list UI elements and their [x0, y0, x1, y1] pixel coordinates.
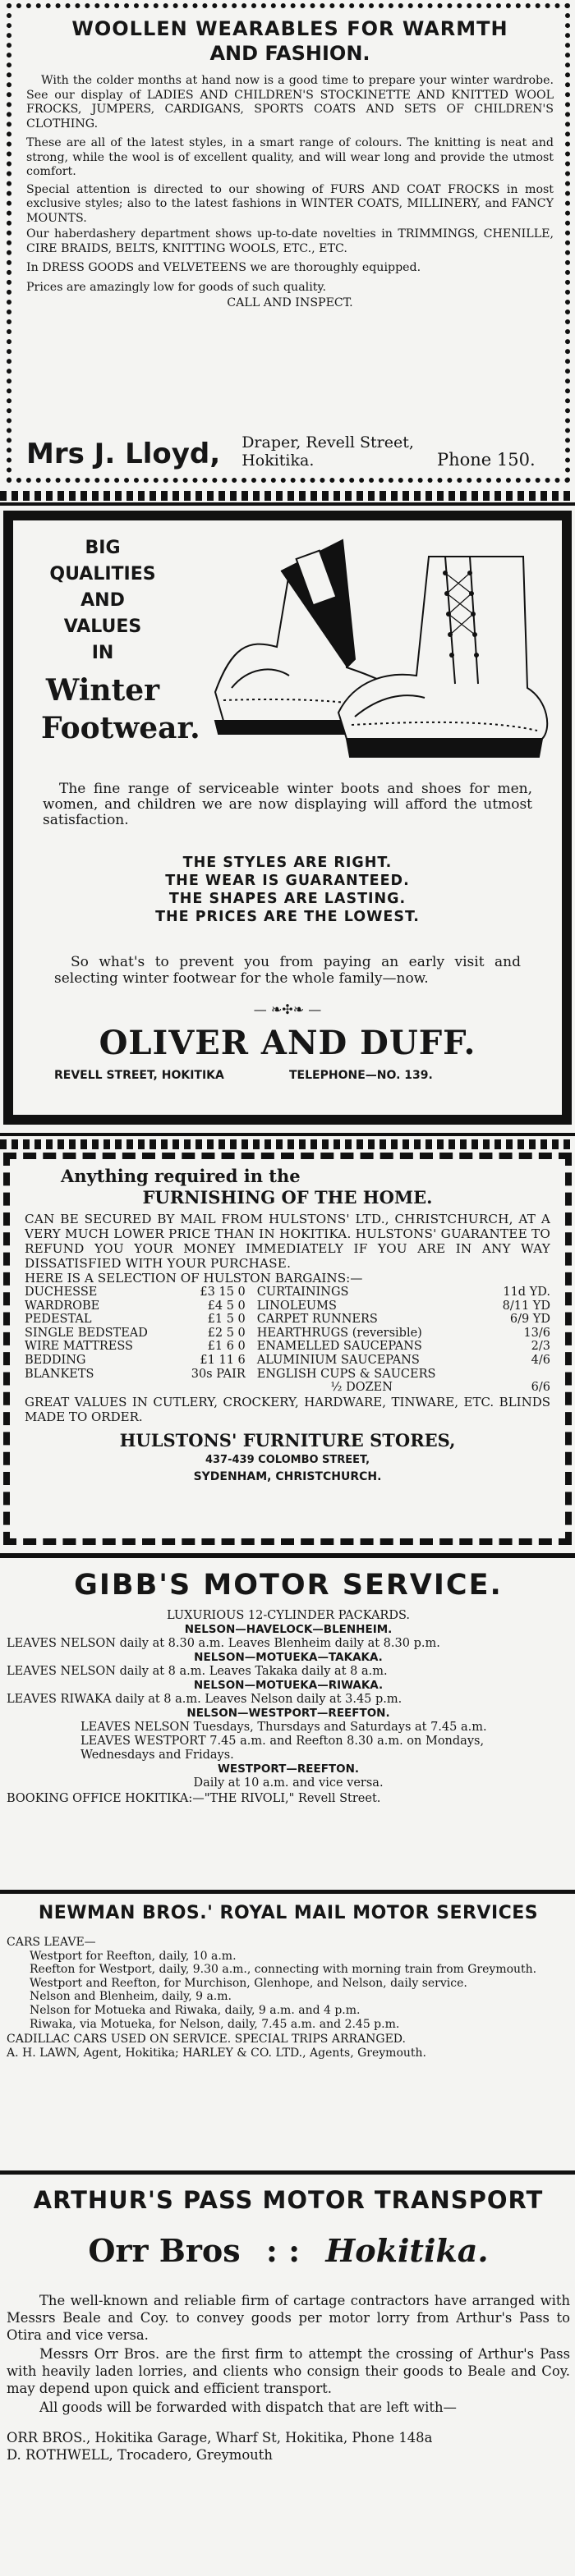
newman-ad [7, 1898, 570, 2162]
footwear-ad [3, 511, 572, 1125]
gibbs-line-5: Daily at 10 a.m. and vice versa. [193, 1776, 384, 1790]
claim-shapes: THE SHAPES ARE LASTING. [168, 891, 407, 907]
bargain-item-right: HEARTHRUGS (reversible) [256, 1326, 422, 1340]
bargain-item-left: SINGLE BEDSTEAD [25, 1326, 148, 1340]
gibbs-route-4: NELSON—WESTPORT—REEFTON. [186, 1707, 390, 1720]
newman-schedule [7, 1936, 570, 2060]
bargain-price-left: 30s PAIR [191, 1367, 246, 1381]
gibbs-title: GIBB'S MOTOR SERVICE. [74, 1569, 503, 1602]
footwear-tag-5: Footwear. [41, 711, 200, 745]
woollen-para-5: In DRESS GOODS and VELVETEENS we are thoroughly equipped. [26, 261, 421, 274]
bargain-item-left: BLANKETS [25, 1367, 94, 1381]
hulstons-address: 437-439 COLOMBO STREET, [205, 1453, 370, 1466]
arthurs-town: Hokitika. [325, 2232, 489, 2269]
newman-line: Westport for Reefton, daily, 10 a.m. [30, 1949, 237, 1963]
woollen-para-4: Our haberdashery department shows up-to-date novelties in TRIMMINGS, CHENILLE, CIRE BRAIDS, BELTS, KNITTING WOOLS, ETC., ETC. [26, 227, 554, 255]
bargain-row [25, 1286, 550, 1299]
woollen-headline-2: AND FASHION. [209, 42, 370, 65]
divider-rule-1 [0, 502, 575, 506]
woollen-para-2: These are all of the latest styles, in a smart range of colours. The knitting is neat and strong, while the wool is of excellent quality, and will wear long and provide the utmost comfort. [26, 136, 554, 178]
footwear-tag-3: IN [91, 643, 114, 663]
newman-line: Nelson and Blenheim, daily, 9 a.m. [30, 1990, 232, 2004]
woollen-signature [26, 433, 557, 470]
newman-line: Nelson for Motueka and Riwaka, daily, 9 a.m. and 4 p.m. [30, 2003, 361, 2017]
divider-rule-4 [0, 1890, 575, 1894]
newman-title: NEWMAN BROS.' ROYAL MAIL MOTOR SERVICES [38, 1903, 539, 1923]
arthurs-addr-2: D. ROTHWELL, Trocadero, Greymouth [7, 2447, 273, 2463]
hulstons-town: SYDENHAM, CHRISTCHURCH. [193, 1469, 382, 1483]
gibbs-route-2: NELSON—MOTUEKA—TAKAKA. [194, 1651, 383, 1664]
bargain-price-right: 13/6 [523, 1326, 550, 1340]
arthurs-body [7, 2292, 570, 2464]
bargain-price-left: £4 5 0 [207, 1299, 246, 1313]
hulstons-footer: GREAT VALUES IN CUTLERY, CROCKERY, HARDWARE, TINWARE, ETC. BLINDS MADE TO ORDER. [25, 1394, 550, 1424]
bargain-item-right: ½ DOZEN [330, 1381, 393, 1395]
footwear-intro: The fine range of serviceable winter boots and shoes for men, women, and children we are now displaying will afford the utmost satisfaction. [43, 781, 532, 828]
gibbs-line-2: LEAVES NELSON daily at 8 a.m. Leaves Takaka daily at 8 a.m. [7, 1665, 388, 1678]
ornament-divider-icon: — ❧✣❧ — [253, 1002, 322, 1017]
bargain-price-left: £1 5 0 [207, 1313, 246, 1327]
bargain-price-left: £1 11 6 [200, 1353, 246, 1367]
bargain-price-right: 8/11 YD [502, 1299, 550, 1313]
arthurs-para-3: All goods will be forwarded with dispatch that are left with— [39, 2400, 457, 2415]
arthurs-para-1: The well-known and reliable firm of cartage contractors have arranged with Messrs Beale and Coy. to convey goods per motor lorry from Arthur's Pass to Otira and vice versa. [7, 2293, 570, 2343]
footwear-claims [13, 854, 562, 926]
arthurs-firm: Orr Bros [88, 2232, 241, 2269]
gibbs-fleet: LUXURIOUS 12-CYLINDER PACKARDS. [167, 1609, 410, 1622]
bargain-item-right: LINOLEUMS [256, 1299, 337, 1313]
bargain-row [25, 1327, 550, 1341]
hulstons-bargain-table [25, 1286, 550, 1395]
bargain-price-left: £3 15 0 [200, 1286, 246, 1299]
gibbs-ad [7, 1563, 570, 1886]
footwear-telephone: TELEPHONE—NO. 139. [289, 1069, 433, 1082]
bargain-price-left: £1 6 0 [207, 1340, 246, 1354]
bargain-item-right: CURTAININGS [256, 1286, 349, 1299]
gibbs-route-1: NELSON—HAVELOCK—BLENHEIM. [184, 1623, 393, 1636]
bargain-item-left [25, 1381, 161, 1395]
boots-illustration [199, 524, 560, 770]
bargain-item-left: DUCHESSE [25, 1286, 98, 1299]
woollen-headline-1: WOOLLEN WEARABLES FOR WARMTH [71, 17, 508, 40]
footwear-tag-4: Winter [45, 673, 160, 708]
hulstons-selection: HERE IS A SELECTION OF HULSTON BARGAINS:— [25, 1271, 363, 1286]
footwear-address: REVELL STREET, HOKITIKA [54, 1069, 224, 1082]
newman-line: Riwaka, via Motueka, for Nelson, daily, 7.45 a.m. and 2.45 p.m. [30, 2017, 400, 2031]
woollen-para-6: Prices are amazingly low for goods of such quality. [26, 280, 327, 294]
arthurs-para-2: Messrs Orr Bros. are the first firm to attempt the crossing of Arthur's Pass with heavily laden lorries, and clients who consign their goods to Beale and Coy. may depend upon quick and efficient transport. [7, 2346, 570, 2396]
divider-checker-2 [0, 1139, 575, 1149]
claim-styles: THE STYLES ARE RIGHT. [182, 855, 393, 871]
gibbs-line-1: LEAVES NELSON daily at 8.30 a.m. Leaves Blenheim daily at 8.30 p.m. [7, 1637, 440, 1650]
bargain-price-right: 2/3 [531, 1340, 550, 1354]
bargain-row [25, 1381, 550, 1395]
woollen-town: Hokitika. [242, 451, 315, 470]
bargain-price-left [161, 1381, 245, 1395]
hulstons-ad [3, 1153, 572, 1545]
gibbs-route-5: WESTPORT—REEFTON. [217, 1762, 360, 1776]
hulstons-firm: HULSTONS' FURNITURE STORES, [119, 1429, 456, 1451]
bargain-item-left: WIRE MATTRESS [25, 1340, 133, 1354]
woollen-proprietor: Mrs J. Lloyd, [26, 438, 221, 470]
bargain-item-right: ENAMELLED SAUCEPANS [256, 1340, 422, 1354]
divider-checker-1 [0, 491, 575, 501]
newman-special: CADILLAC CARS USED ON SERVICE. SPECIAL TRIPS ARRANGED. [7, 2033, 406, 2047]
bargain-price-right [467, 1368, 550, 1382]
woollen-address [242, 433, 414, 470]
hulstons-intro: CAN BE SECURED BY MAIL FROM HULSTONS' LTD., CHRISTCHURCH, AT A VERY MUCH LOWER PRICE THAN IN HOKITIKA. HULSTONS' GUARANTEE TO REFUND YOU YOUR MONEY IMMEDIATELY IF YOU ARE IN ANY WAY DISSATISFIED WITH YOUR PURCHASE. [25, 1212, 550, 1271]
footwear-closing: So what's to prevent you from paying an early visit and selecting winter footwear for the whole family—now. [54, 954, 521, 987]
gibbs-line-4: LEAVES NELSON Tuesdays, Thursdays and Saturdays at 7.45 a.m. LEAVES WESTPORT 7.45 a.m. and Reefton 8.30 a.m. on Mondays, Wednesdays and Fridays. [80, 1721, 487, 1762]
gibbs-booking: BOOKING OFFICE HOKITIKA:—"THE RIVOLI," Revell Street. [7, 1792, 381, 1805]
footwear-tagline [41, 535, 200, 747]
claim-wear: THE WEAR IS GUARANTEED. [165, 873, 410, 889]
woollen-para-1: With the colder months at hand now is a good time to prepare your winter wardrobe. See our display of LADIES AND CHILDREN'S STOCKINETTE AND KNITTED WOOL FROCKS, JUMPERS, CARDIGANS, SPORTS COATS AND SETS OF CHILDREN'S CLOTHING. [26, 74, 554, 131]
arthurs-addr-1: ORR BROS., Hokitika Garage, Wharf St, Hokitika, Phone 148a [7, 2430, 433, 2445]
boot-right-icon [338, 557, 547, 757]
divider-rule-2 [0, 1133, 575, 1136]
arthurs-ad [7, 2179, 570, 2573]
bargain-price-right: 6/9 YD [509, 1313, 550, 1327]
woollen-cta: CALL AND INSPECT. [227, 296, 353, 309]
bargain-item-left: PEDESTAL [25, 1313, 92, 1327]
bargain-row [25, 1299, 550, 1313]
divider-rule-5 [0, 2170, 575, 2175]
bargain-item-right: CARPET RUNNERS [256, 1313, 378, 1327]
claim-prices: THE PRICES ARE THE LOWEST. [155, 909, 420, 925]
bargain-price-right: 6/6 [531, 1381, 550, 1395]
divider-rule-3 [0, 1553, 575, 1558]
bargain-item-right: ENGLISH CUPS & SAUCERS [256, 1367, 436, 1381]
bargain-row [25, 1354, 550, 1368]
bargain-row [25, 1368, 550, 1382]
bargain-item-right: ALUMINIUM SAUCEPANS [256, 1353, 420, 1367]
bargain-row [25, 1313, 550, 1327]
woollen-para-3: Special attention is directed to our showing of FURS AND COAT FROCKS in most exclusive styles; also to the latest fashions in WINTER COATS, MILLINERY, and FANCY MOUNTS. [26, 182, 554, 225]
bargain-item-left: BEDDING [25, 1353, 86, 1367]
woollen-trade: Draper, Revell Street, [242, 433, 414, 451]
arthurs-sep: : : [265, 2232, 301, 2269]
bargain-price-left: £2 5 0 [207, 1326, 246, 1340]
bargain-item-left: WARDROBE [25, 1299, 100, 1313]
bargain-row [25, 1340, 550, 1354]
gibbs-line-3: LEAVES RIWAKA daily at 8 a.m. Leaves Nelson daily at 3.45 p.m. [7, 1693, 402, 1706]
woollen-phone: Phone 150. [436, 450, 536, 470]
woollen-body [26, 74, 554, 311]
bargain-price-right: 11d YD. [503, 1286, 550, 1299]
arthurs-firm-line [7, 2233, 570, 2269]
newman-cars-leave: CARS LEAVE— [7, 1936, 96, 1949]
footwear-firm: OLIVER AND DUFF. [99, 1024, 476, 1062]
gibbs-route-3: NELSON—MOTUEKA—RIWAKA. [193, 1679, 384, 1692]
footwear-tag-2: AND VALUES [63, 590, 142, 637]
newman-agents: A. H. LAWN, Agent, Hokitika; HARLEY & CO. LTD., Agents, Greymouth. [7, 2046, 426, 2060]
woollen-ad [7, 3, 570, 483]
newman-line: Westport and Reefton, for Murchison, Glenhope, and Nelson, daily service. [30, 1976, 467, 1990]
hulstons-head-2: FURNISHING OF THE HOME. [142, 1187, 433, 1208]
gibbs-schedule [7, 1609, 570, 1806]
arthurs-title: ARTHUR'S PASS MOTOR TRANSPORT [33, 2186, 544, 2214]
hulstons-head-1: Anything required in the [61, 1166, 301, 1186]
newman-lines [7, 1950, 570, 2032]
newman-line: Reefton for Westport, daily, 9.30 a.m., connecting with morning train from Greymouth. [30, 1963, 537, 1977]
bargain-price-right: 4/6 [531, 1353, 550, 1367]
footwear-tag-1: BIG QUALITIES [49, 538, 156, 584]
